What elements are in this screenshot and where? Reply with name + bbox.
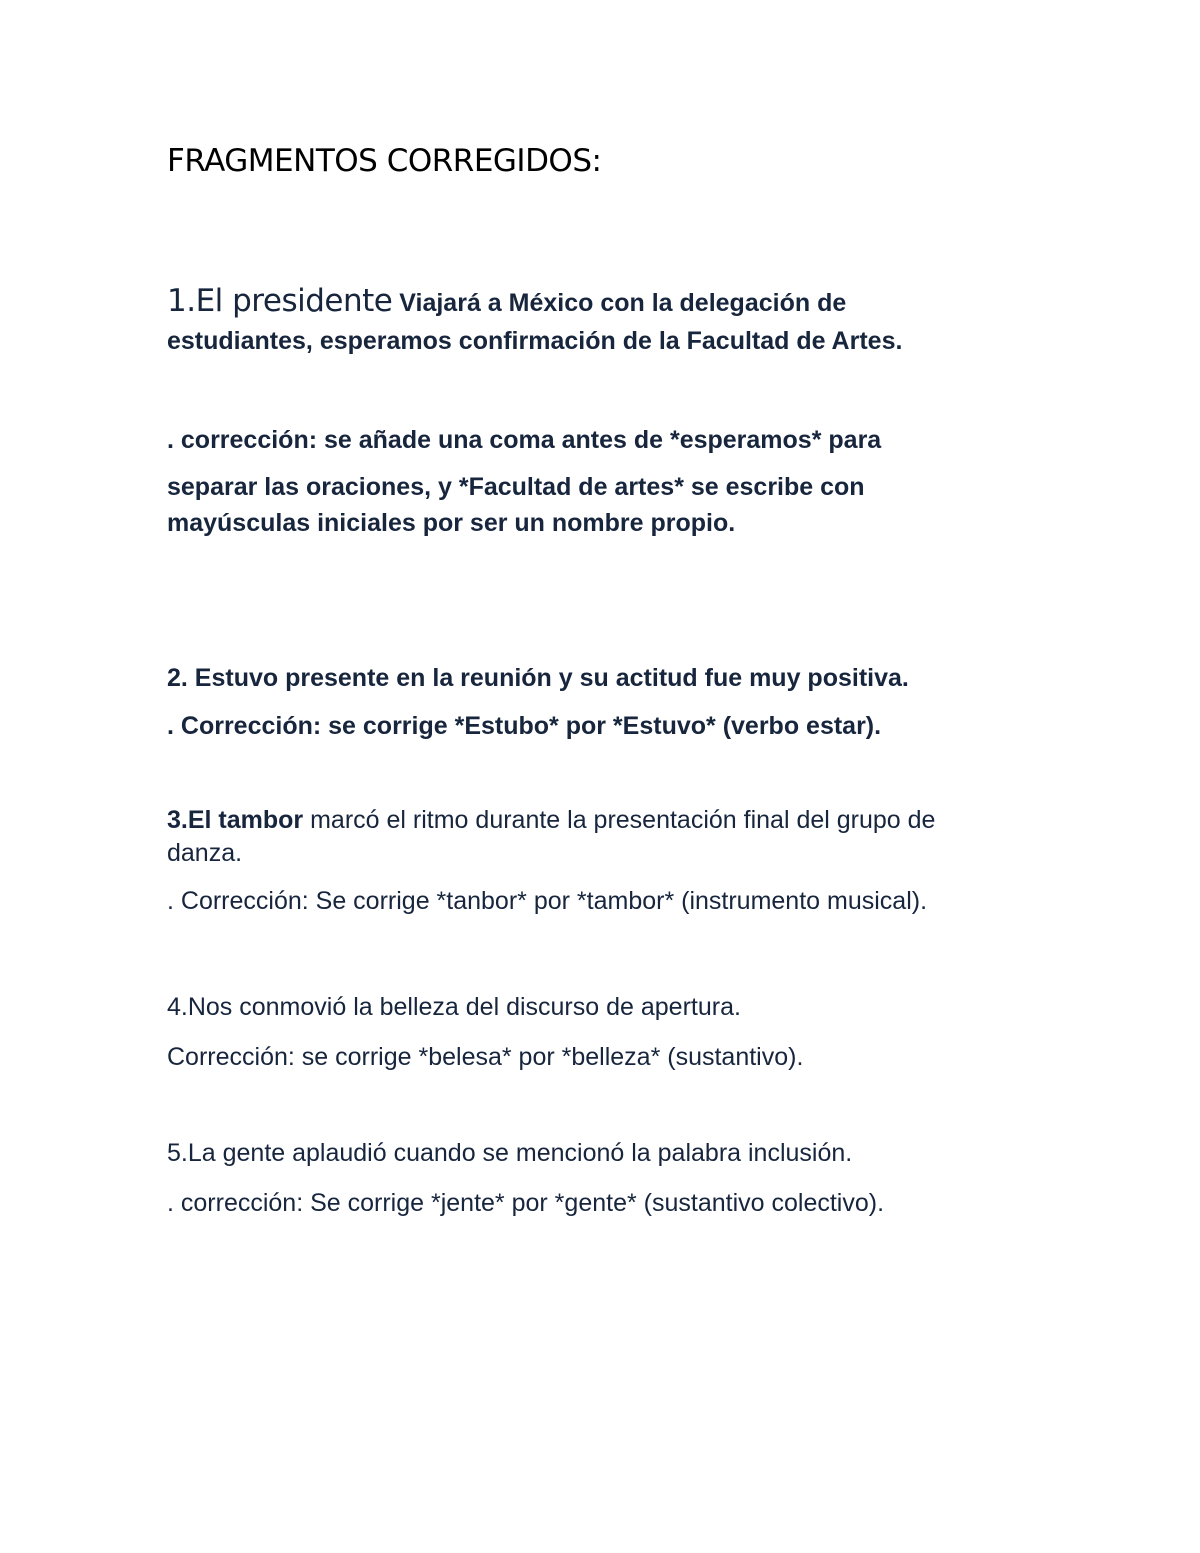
fragment-1-correction — [167, 420, 1027, 541]
fragment-2-sentence: 2. Estuvo presente en la reunión y su actitud fue muy positiva. — [167, 664, 909, 692]
fragment-3 — [167, 804, 1027, 918]
fragment-1-correction-line-3: mayúsculas iniciales por ser un nombre propio. — [167, 509, 736, 537]
fragment-3-text: marcó el ritmo durante la presentación final del grupo de — [303, 806, 936, 834]
fragment-5-correction: . corrección: Se corrige *jente* por *gente* (sustantivo colectivo). — [167, 1189, 885, 1217]
fragment-3-line-2: danza. — [167, 839, 243, 867]
fragment-1-correction-line-1: . corrección: se añade una coma antes de *esperamos* para — [167, 426, 882, 454]
fragment-3-line-1 — [167, 804, 1027, 837]
fragment-1-line-1 — [167, 282, 1027, 322]
fragment-3-correction: . Corrección: Se corrige *tanbor* por *tambor* (instrumento musical). — [167, 887, 928, 915]
fragment-5-sentence: 5.La gente aplaudió cuando se mencionó la palabra inclusión. — [167, 1139, 853, 1167]
fragment-1-correction-line-2: separar las oraciones, y *Facultad de artes* se escribe con — [167, 473, 865, 501]
fragment-5 — [167, 1128, 1027, 1228]
fragment-2 — [167, 654, 1027, 750]
fragment-4 — [167, 982, 1027, 1082]
fragment-1 — [167, 282, 1027, 360]
fragment-4-sentence: 4.Nos conmovió la belleza del discurso de apertura. — [167, 993, 741, 1021]
fragment-1-lead: 1.El presidente — [167, 283, 393, 319]
fragment-1-line-2: estudiantes, esperamos confirmación de la Facultad de Artes. — [167, 327, 903, 355]
fragment-3-lead: 3.El tambor — [167, 806, 304, 834]
page-title: FRAGMENTOS CORREGIDOS: — [167, 143, 602, 179]
fragment-1-text: Viajará a México con la delegación de — [392, 289, 847, 317]
fragment-4-correction: Corrección: se corrige *belesa* por *belleza* (sustantivo). — [167, 1043, 804, 1071]
fragment-2-correction: . Corrección: se corrige *Estubo* por *Estuvo* (verbo estar). — [167, 712, 882, 740]
